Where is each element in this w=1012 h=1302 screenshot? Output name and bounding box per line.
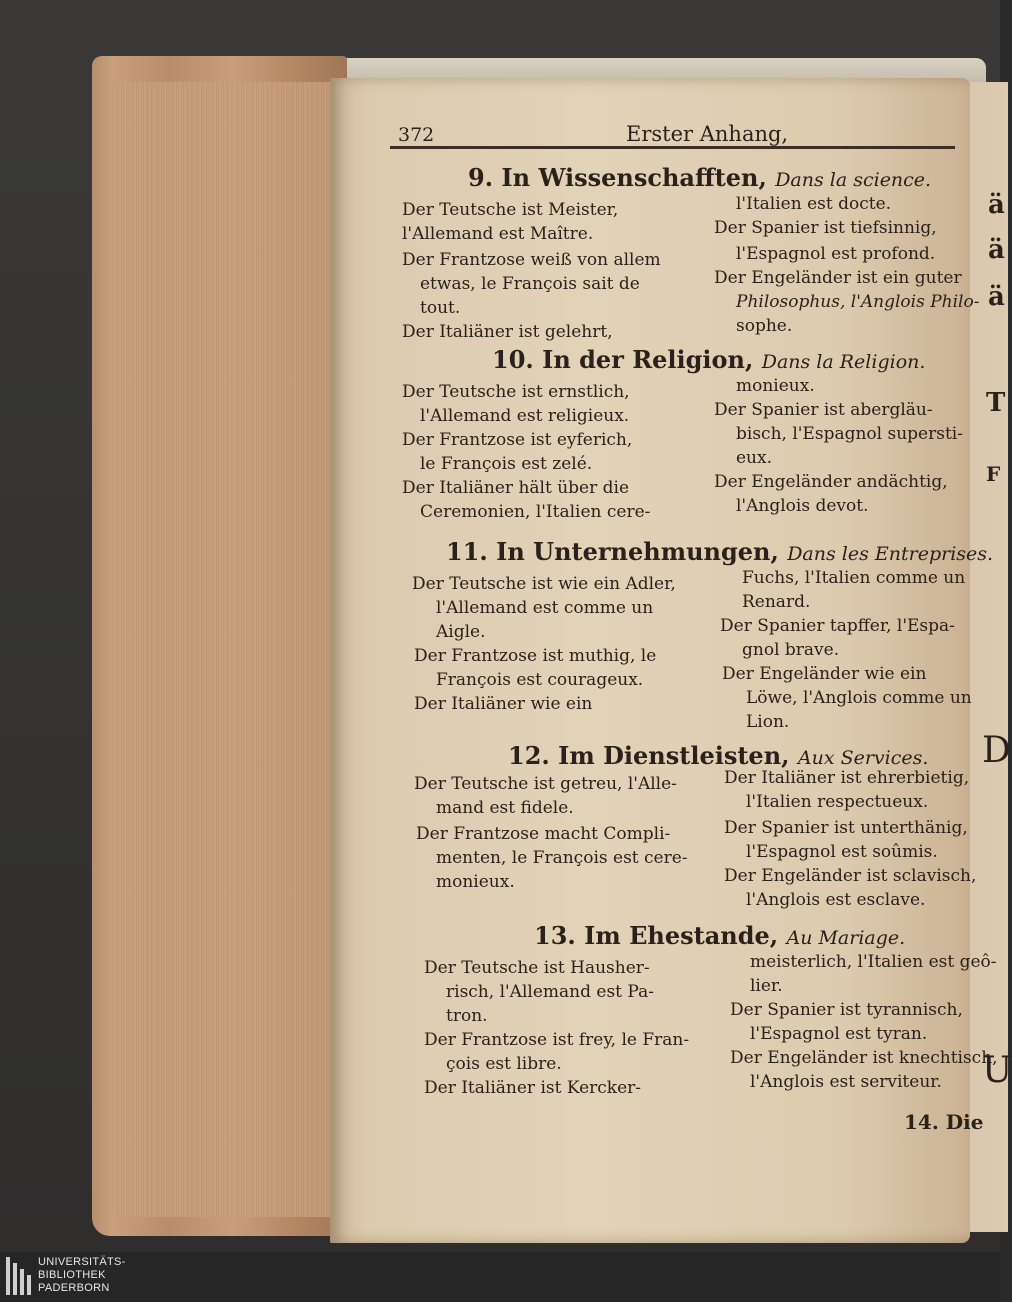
running-head: Erster Anhang, — [626, 122, 789, 146]
text-line: Der Engeländer andächtig, — [714, 472, 948, 492]
text-line: l'Italien respectueux. — [746, 792, 929, 812]
section-title — [508, 741, 929, 770]
section-title-de: 12. Im Dienstleisten, — [508, 741, 790, 770]
text-line: l'Anglois est esclave. — [746, 890, 926, 910]
text-line: Der Spanier ist tyrannisch, — [730, 1000, 963, 1020]
text-line: Der Italiäner hält über die — [402, 478, 630, 498]
section-title — [446, 537, 994, 566]
text-line: Der Spanier ist unterthänig, — [724, 818, 968, 838]
section-title-de: 11. In Unternehmungen, — [446, 537, 779, 566]
text-line: sophe. — [736, 316, 793, 336]
text-line: l'Espagnol est tyran. — [750, 1024, 928, 1044]
library-name-line: PADERBORN — [38, 1282, 110, 1294]
text-line: l'Italien est docte. — [736, 194, 892, 214]
text-line: Der Teutsche ist Hausher- — [424, 958, 650, 978]
library-logo-icon — [4, 1253, 32, 1299]
text-line: Der Spanier ist tiefsinnig, — [714, 218, 937, 238]
text-line: Renard. — [742, 592, 811, 612]
text-line: gnol brave. — [742, 640, 840, 660]
section-title-fr: Au Mariage. — [786, 927, 906, 949]
text-line: monieux. — [736, 376, 815, 396]
text-line: lier. — [750, 976, 783, 996]
text-line: Der Spanier ist abergläu- — [714, 400, 933, 420]
text-line: Der Teutsche ist ernstlich, — [402, 382, 630, 402]
text-line: l'Anglois est serviteur. — [750, 1072, 942, 1092]
catchword: 14. Die — [904, 1110, 984, 1134]
text-line: Aigle. — [436, 622, 486, 642]
text-line: Der Frantzose macht Compli- — [416, 824, 671, 844]
text-line: bisch, l'Espagnol supersti- — [736, 424, 963, 444]
text-line: tron. — [446, 1006, 488, 1026]
section-title-fr: Dans la Religion. — [761, 351, 926, 373]
text-line: l'Allemand est religieux. — [420, 406, 630, 426]
facing-page-fragment: ä — [988, 282, 1005, 312]
library-name-line: UNIVERSITÄTS- — [38, 1256, 126, 1268]
text-line: Der Engeländer wie ein — [722, 664, 927, 684]
text-line: Der Frantzose ist frey, le Fran- — [424, 1030, 690, 1050]
text-line: l'Allemand est comme un — [436, 598, 654, 618]
text-line: eux. — [736, 448, 773, 468]
text-line: monieux. — [436, 872, 515, 892]
text-line: mand est fidele. — [436, 798, 574, 818]
facing-page-fragment: ä — [988, 190, 1005, 220]
text-line: le François est zelé. — [420, 454, 593, 474]
text-line: tout. — [420, 298, 461, 318]
text-line: menten, le François est cere- — [436, 848, 688, 868]
header-rule — [390, 146, 955, 149]
text-line: Der Engeländer ist sclavisch, — [724, 866, 977, 886]
text-line: Der Italiäner ist gelehrt, — [402, 322, 613, 342]
text-line: Philosophus, l'Anglois Philo- — [736, 292, 980, 312]
text-line: Der Teutsche ist getreu, l'Alle- — [414, 774, 677, 794]
text-line: Ceremonien, l'Italien cere- — [420, 502, 651, 522]
text-line: Der Italiäner wie ein — [414, 694, 593, 714]
page-number: 372 — [398, 124, 435, 146]
text-line: l'Allemand est Maître. — [402, 224, 594, 244]
text-line: l'Espagnol est soûmis. — [746, 842, 938, 862]
section-title-fr: Dans la science. — [775, 169, 932, 191]
footer-bar — [0, 1252, 1000, 1302]
section-title-fr: Aux Services. — [797, 747, 929, 769]
facing-page-fragment: U — [982, 1050, 1012, 1091]
text-line: Der Engeländer ist ein guter — [714, 268, 962, 288]
library-name-line: BIBLIOTHEK — [38, 1269, 106, 1281]
text-line: l'Espagnol est profond. — [736, 244, 936, 264]
text-line: Der Italiäner ist Kercker- — [424, 1078, 642, 1098]
text-line: Der Spanier tapffer, l'Espa- — [720, 616, 955, 636]
facing-page-fragment: F — [986, 462, 1001, 486]
text-line: Lion. — [746, 712, 790, 732]
text-line: Der Engeländer ist knechtisch, — [730, 1048, 998, 1068]
text-line: Der Teutsche ist Meister, — [402, 200, 619, 220]
section-title-de: 13. Im Ehestande, — [534, 921, 779, 950]
section-title-de: 9. In Wissenschafften, — [468, 163, 767, 192]
section-title-de: 10. In der Religion, — [492, 345, 754, 374]
text-line: etwas, le François sait de — [420, 274, 640, 294]
text-line: François est courageux. — [436, 670, 644, 690]
section-title-fr: Dans les Entreprises. — [787, 543, 994, 565]
text-line: Der Frantzose ist muthig, le — [414, 646, 657, 666]
facing-page-fragment: D — [982, 730, 1011, 771]
facing-page-fragment: ä — [988, 235, 1005, 265]
section-title — [534, 921, 906, 950]
text-line: Fuchs, l'Italien comme un — [742, 568, 966, 588]
text-line: Der Frantzose weiß von allem — [402, 250, 661, 270]
facing-page-fragment: T — [986, 388, 1006, 418]
text-line: Der Italiäner ist ehrerbietig, — [724, 768, 970, 788]
text-line: l'Anglois devot. — [736, 496, 869, 516]
text-line: Löwe, l'Anglois comme un — [746, 688, 972, 708]
text-line: meisterlich, l'Italien est geô- — [750, 952, 997, 972]
text-line: Der Teutsche ist wie ein Adler, — [412, 574, 676, 594]
text-line: çois est libre. — [446, 1054, 562, 1074]
page-edges — [112, 82, 342, 1217]
text-line: Der Frantzose ist eyferich, — [402, 430, 633, 450]
section-title — [492, 345, 926, 374]
library-name[interactable] — [38, 1256, 126, 1295]
section-title — [468, 163, 932, 192]
text-line: risch, l'Allemand est Pa- — [446, 982, 654, 1002]
